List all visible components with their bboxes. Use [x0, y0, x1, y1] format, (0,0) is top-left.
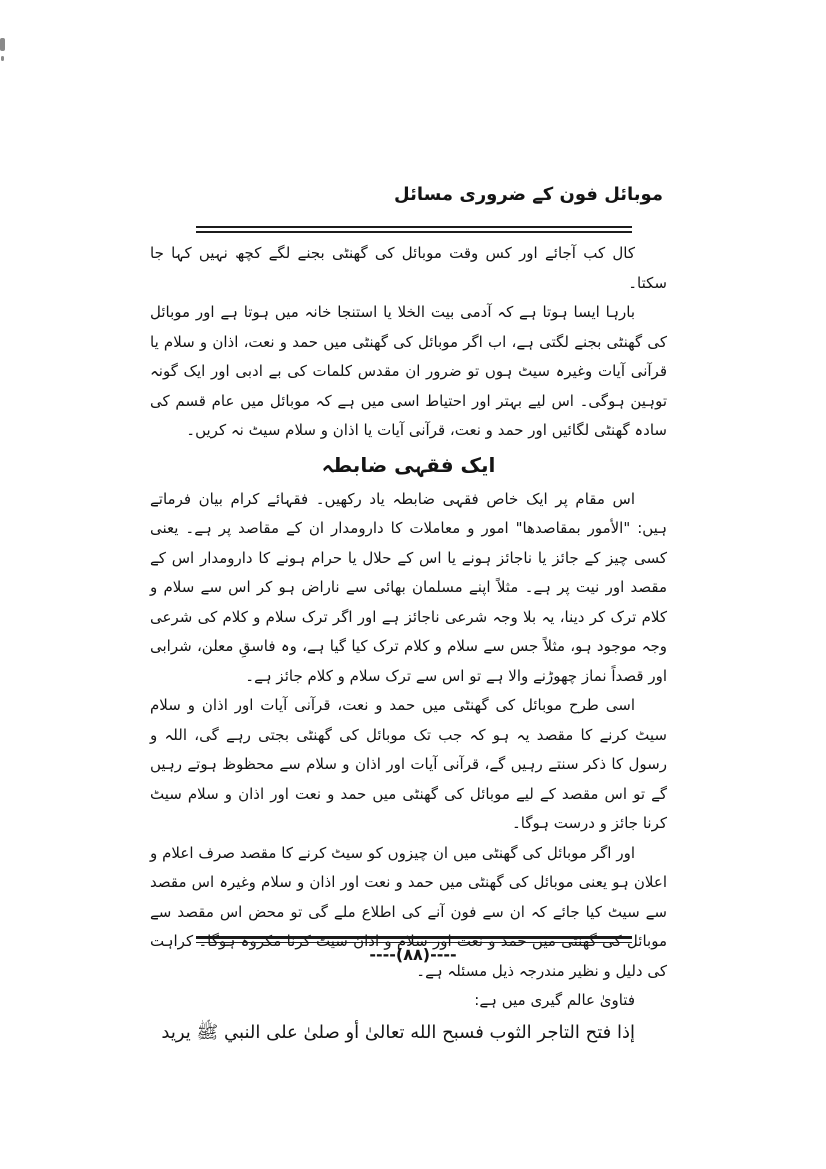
scan-artifact: [1, 56, 4, 61]
paragraph-fiqhi-rule: اس مقام پر ایک خاص فقہی ضابطہ یاد رکھیں۔ فقہائے کرام بیان فرماتے ہیں: "الأمور بمقاصدها" امور و معاملات کا دارومدار ان کے مقاصد پر ہے۔ یعنی کسی چیز کے جائز یا ناجائز ہونے یا اس کے حلال یا حرام ہونے کا دارومدار اس کے مقصد اور نیت پر ہے۔ مثلاً اپنے مسلمان بھائی سے ناراض ہو کر اس سے سلام و کلام ترک کر دینا، یہ بلا وجہ شرعی ناجائز ہے اور اگر ترک سلام و کلام کی شرعی وجہ موجود ہو، مثلاً جس سے سلام و کلام ترک کیا گیا ہے، وہ فاسقِ معلن، شرابی اور قصداً نماز چھوڑنے والا ہے تو اس سے ترک سلام و کلام جائز ہے۔: [150, 489, 667, 685]
paragraph-ringtone-etiquette: بارہا ایسا ہوتا ہے کہ آدمی بیت الخلا یا استنجا خانہ میں ہوتا ہے اور موبائل کی گھنٹی بجنے لگتی ہے، اب اگر موبائل کی گھنٹی میں حمد و نعت، اذان و سلام یا قرآنی آیات وغیرہ سیٹ ہوں تو ضرور ان مقدس کلمات کی بے ادبی اور ایک گونہ توہین ہوگی۔ اس لیے بہتر اور احتیاط اسی میں ہے کہ موبائل میں عام قسم کی سادہ گھنٹی لگائیں اور حمد و نعت، قرآنی آیات یا اذان و سلام سیٹ نہ کریں۔: [150, 303, 667, 439]
paragraph-intro: کال کب آجائے اور کس وقت موبائل کی گھنٹی بجنے لگے کچھ نہیں کہا جا سکتا۔: [150, 244, 667, 292]
page-body: [150, 239, 667, 1049]
paragraph-permissible-intent: اسی طرح موبائل کی گھنٹی میں حمد و نعت، قرآنی آیات اور اذان و سلام سیٹ کرنے کا مقصد یہ ہو کہ جب تک موبائل کی گھنٹی بجتی رہے گی، اللہ و رسول کا ذکر سنتے رہیں گے، قرآنی آیات اور اذان و سلام سے محظوظ ہوتے رہیں گے تو اس مقصد کے لیے موبائل کی گھنٹی میں حمد و نعت اور اذان و سلام سیٹ کرنا جائز و درست ہوگا۔: [150, 696, 667, 832]
header-double-rule: [196, 226, 632, 233]
page-number: ----(۸۸)----: [369, 945, 457, 964]
arabic-citation-text: إذا فتح التاجر الثوب فسبح الله تعالىٰ أو صلىٰ على النبي ﷺ يريد: [161, 1021, 635, 1043]
paragraph-makruh-intent: اور اگر موبائل کی گھنٹی میں ان چیزوں کو سیٹ کرنے کا مقصد صرف اعلام و اعلان ہو یعنی موبائل کی گھنٹی میں حمد و نعت اور اذان و سلام وغیرہ اس مقصد سے سیٹ کیا جائے کہ ان سے فون آنے کی اطلاع ملے گی تو محض اس مقصد سے موبائل کی گھنٹی میں حمد و نعت اور سلام و اذان سیٹ کرنا مکروہ ہوگا۔ کراہت کی دلیل و نظیر مندرجہ ذیل مسئلہ ہے۔: [150, 843, 667, 980]
running-header-title: موبائل فون کے ضروری مسائل: [394, 184, 663, 205]
section-heading: ایک فقہی ضابطہ: [321, 452, 496, 477]
scan-artifact: [0, 38, 5, 51]
fatawa-reference-line: فتاویٰ عالم گیری میں ہے:: [474, 991, 635, 1009]
footer-double-rule: [196, 936, 632, 943]
